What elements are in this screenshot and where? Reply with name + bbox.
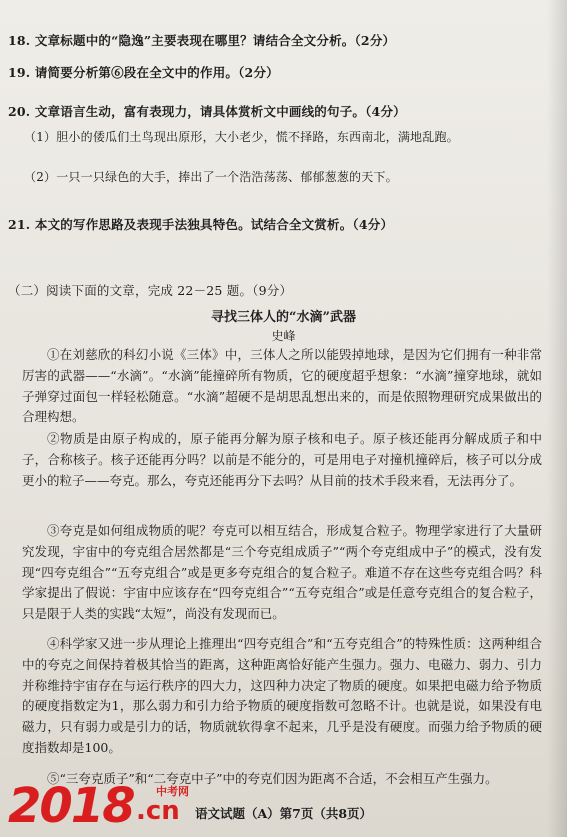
article-author: 史峰 [271, 329, 296, 343]
article-title: 寻找三体人的“水滴”武器 [211, 310, 356, 325]
question-18: 18. 文章标题中的“隐逸”主要表现在哪里？请结合全文分析。（2分） [8, 33, 396, 48]
watermark-logo: 2018 [8, 778, 134, 834]
paragraph-3: ③夸克是如何组成物质的呢？夸克可以相互结合，形成复合粒子。物理学家进行了大量研究发现，宇宙中的夸克组合居然都是“三个夸克组成质子”“两个夸克组成中子”的模式，没有发现“四夸克组合”“五夸克组合”或是更多夸克组合的复合粒子。难道不存在这些夸克组合吗？科学家提出了假说：宇宙中应该存在“四夸克组合”“五夸克组合”或是任意夸克组合的复合粒子，只是限于人类的实践“太短”，尚没有发现而已。 [22, 523, 542, 622]
paragraph-4: ④科学家又进一步从理论上推理出“四夸克组合”和“五夸克组合”的特殊性质：这两种组合中的夸克之间保持着极其恰当的距离，这种距离恰好能产生强力。强力、电磁力、弱力、引力并称维持宇宙存在与运行秩序的四大力，这四种力决定了物质的硬度。如果把电磁力给予物质的硬度指数定为1，那么弱力和引力给予物质的硬度指数可忽略不计。也就是说，如果没有电磁力，只有弱力或是引力的话，物质就软得拿不起来，几乎是没有硬度。而强力给予物质的硬度指数却是100。 [22, 636, 542, 755]
page-footer: 语文试题（A）第7页（共8页） [194, 806, 373, 821]
watermark-domain: .cn [136, 796, 180, 826]
page-shadow [547, 0, 567, 837]
question-19: 19. 请简要分析第⑥段在全文中的作用。（2分） [8, 65, 279, 80]
question-20-item-2: （2）一只一只绿色的大手，捧出了一个浩浩荡荡、郁郁葱葱的天下。 [24, 170, 398, 184]
paragraph-1: ①在刘慈欣的科幻小说《三体》中，三体人之所以能毁掉地球，是因为它们拥有一种非常厉害的武器——“水滴”。“水滴”能撞碎所有物质，它的硬度超乎想象：“水滴”撞穿地球，就如子弹穿过面包一样轻松随意。“水滴”超硬不是胡思乱想出来的，而是依照物理研究成果做出的合理构想。 [22, 347, 542, 425]
question-20: 20. 文章语言生动，富有表现力，请具体赏析文中画线的句子。（4分） [8, 104, 406, 119]
question-20-item-1: （1）胆小的倭瓜们土鸟现出原形，大小老少，慌不择路，东西南北，满地乱跑。 [24, 130, 459, 144]
watermark-site-name: 中考网 [156, 785, 189, 798]
paragraph-5: ⑤“三夸克质子”和“二夸克中子”中的夸克们因为距离不合适，不会相互产生强力。 [47, 771, 498, 786]
question-21: 21. 本文的写作思路及表现手法独具特色。试结合全文赏析。（4分） [8, 217, 394, 232]
paragraph-2: ②物质是由原子构成的，原子能再分解为原子核和电子。原子核还能再分解成质子和中子，合称核子。核子还能再分吗？以前是不能分的，可是用电子对撞机撞碎后，核子可以分成更小的粒子——夸克。那么，夸克还能再分下去吗？从目前的技术手段来看，无法再分了。 [22, 431, 542, 488]
section-heading: （二）阅读下面的文章，完成 22－25 题。（9分） [8, 283, 293, 298]
